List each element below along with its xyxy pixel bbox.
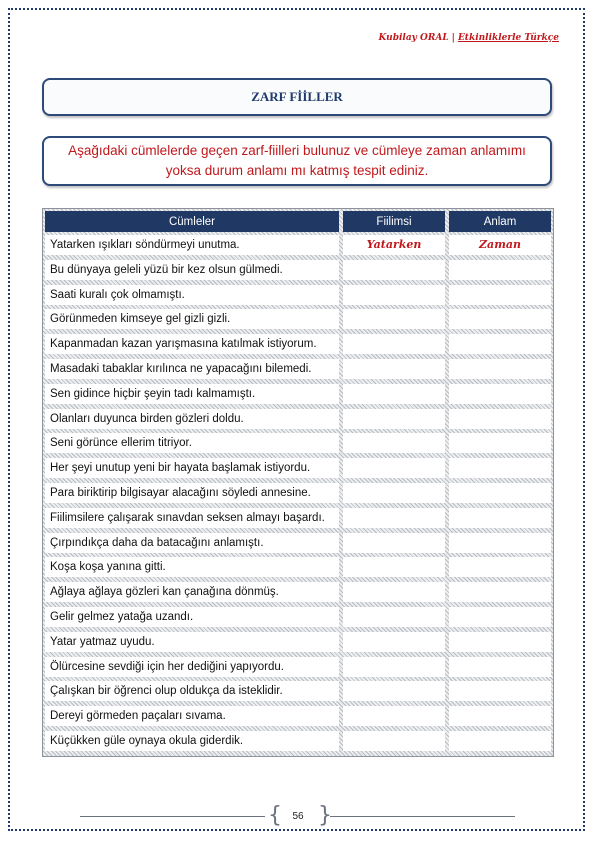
sentence-cell: Çalışkan bir öğrenci olup oldukça da isteklidir. xyxy=(45,681,339,701)
sentence-cell: Para biriktirip bilgisayar alacağını söyledi annesine. xyxy=(45,483,339,503)
fiilimsi-cell[interactable] xyxy=(343,657,445,677)
fiilimsi-cell[interactable] xyxy=(343,359,445,379)
fiilimsi-cell[interactable] xyxy=(343,632,445,652)
fiilimsi-cell[interactable] xyxy=(343,260,445,280)
fiilimsi-cell[interactable] xyxy=(343,731,445,751)
sentence-cell: Gelir gelmez yatağa uzandı. xyxy=(45,607,339,627)
fiilimsi-cell[interactable] xyxy=(343,384,445,404)
sentence-cell: Küçükken güle oynaya okula giderdik. xyxy=(45,731,339,751)
sentence-cell: Bu dünyaya geleli yüzü bir kez olsun gülmedi. xyxy=(45,260,339,280)
anlam-cell[interactable] xyxy=(449,706,551,726)
anlam-cell[interactable] xyxy=(449,285,551,305)
series-name: Etkinliklerle Türkçe xyxy=(457,33,559,43)
sentence-cell: Dereyi görmeden paçaları sıvama. xyxy=(45,706,339,726)
fiilimsi-cell[interactable] xyxy=(343,433,445,453)
fiilimsi-cell[interactable] xyxy=(343,483,445,503)
header-separator: | xyxy=(451,33,455,43)
anlam-cell[interactable] xyxy=(449,433,551,453)
column-header-anlam: Anlam xyxy=(449,211,551,232)
fiilimsi-cell[interactable] xyxy=(343,681,445,701)
anlam-cell[interactable] xyxy=(449,582,551,602)
sentence-cell: Çırpındıkça daha da batacağını anlamıştı. xyxy=(45,533,339,553)
footer-line-right xyxy=(330,816,515,817)
fiilimsi-cell[interactable] xyxy=(343,334,445,354)
fiilimsi-cell[interactable] xyxy=(343,458,445,478)
sentence-cell: Kapanmadan kazan yarışmasına katılmak istiyorum. xyxy=(45,334,339,354)
anlam-cell[interactable] xyxy=(449,260,551,280)
anlam-cell[interactable] xyxy=(449,359,551,379)
anlam-cell[interactable] xyxy=(449,681,551,701)
left-brace-icon: { xyxy=(268,803,282,828)
instruction-box xyxy=(42,136,552,186)
sentence-cell: Koşa koşa yanına gitti. xyxy=(45,557,339,577)
sentence-cell: Yatarken ışıkları söndürmeyi unutma. xyxy=(45,235,339,255)
sentence-cell: Fiilimsilere çalışarak sınavdan seksen almayı başardı. xyxy=(45,508,339,528)
sentence-cell: Ölürcesine sevdiği için her dediğini yapıyordu. xyxy=(45,657,339,677)
sentence-cell: Yatar yatmaz uyudu. xyxy=(45,632,339,652)
anlam-cell[interactable] xyxy=(449,533,551,553)
anlam-cell[interactable] xyxy=(449,483,551,503)
sentence-cell: Seni görünce ellerim titriyor. xyxy=(45,433,339,453)
fiilimsi-cell[interactable] xyxy=(343,309,445,329)
anlam-cell[interactable] xyxy=(449,731,551,751)
anlam-cell[interactable] xyxy=(449,409,551,429)
footer-line-left xyxy=(80,816,265,817)
fiilimsi-cell[interactable]: Yatarken xyxy=(343,235,445,255)
anlam-cell[interactable] xyxy=(449,632,551,652)
fiilimsi-cell[interactable] xyxy=(343,557,445,577)
right-brace-icon: } xyxy=(318,803,332,828)
column-header-fiilimsi: Fiilimsi xyxy=(343,211,445,232)
column-header-sentences: Cümleler xyxy=(45,211,339,232)
sentence-cell: Sen gidince hiçbir şeyin tadı kalmamıştı. xyxy=(45,384,339,404)
page-number: 56 xyxy=(292,810,304,822)
sentence-cell: Ağlaya ağlaya gözleri kan çanağına dönmüş. xyxy=(45,582,339,602)
anlam-cell[interactable] xyxy=(449,657,551,677)
page-title: ZARF FİİLLER xyxy=(251,89,343,104)
fiilimsi-cell[interactable] xyxy=(343,706,445,726)
fiilimsi-cell[interactable] xyxy=(343,409,445,429)
anlam-cell[interactable] xyxy=(449,557,551,577)
fiilimsi-cell[interactable] xyxy=(343,508,445,528)
sentence-cell: Saati kuralı çok olmamıştı. xyxy=(45,285,339,305)
sentence-cell: Masadaki tabaklar kırılınca ne yapacağını bilemedi. xyxy=(45,359,339,379)
anlam-cell[interactable] xyxy=(449,458,551,478)
fiilimsi-cell[interactable] xyxy=(343,607,445,627)
anlam-cell[interactable]: Zaman xyxy=(449,235,551,255)
fiilimsi-cell[interactable] xyxy=(343,285,445,305)
anlam-cell[interactable] xyxy=(449,384,551,404)
anlam-cell[interactable] xyxy=(449,607,551,627)
exercise-table xyxy=(42,208,554,757)
sentence-cell: Olanları duyunca birden gözleri doldu. xyxy=(45,409,339,429)
anlam-cell[interactable] xyxy=(449,309,551,329)
anlam-cell[interactable] xyxy=(449,508,551,528)
instruction-text: Aşağıdaki cümlelerde geçen zarf-fiilleri bulunuz ve cümleye zaman anlamımı yoksa durum anlamı mı katmış tespit ediniz. xyxy=(68,143,526,178)
sentence-cell: Her şeyi unutup yeni bir hayata başlamak istiyordu. xyxy=(45,458,339,478)
anlam-cell[interactable] xyxy=(449,334,551,354)
fiilimsi-cell[interactable] xyxy=(343,533,445,553)
fiilimsi-cell[interactable] xyxy=(343,582,445,602)
author-name: Kubilay ORAL xyxy=(378,33,449,43)
title-box xyxy=(42,78,552,116)
sentence-cell: Görünmeden kimseye gel gizli gizli. xyxy=(45,309,339,329)
page-header xyxy=(379,33,559,43)
